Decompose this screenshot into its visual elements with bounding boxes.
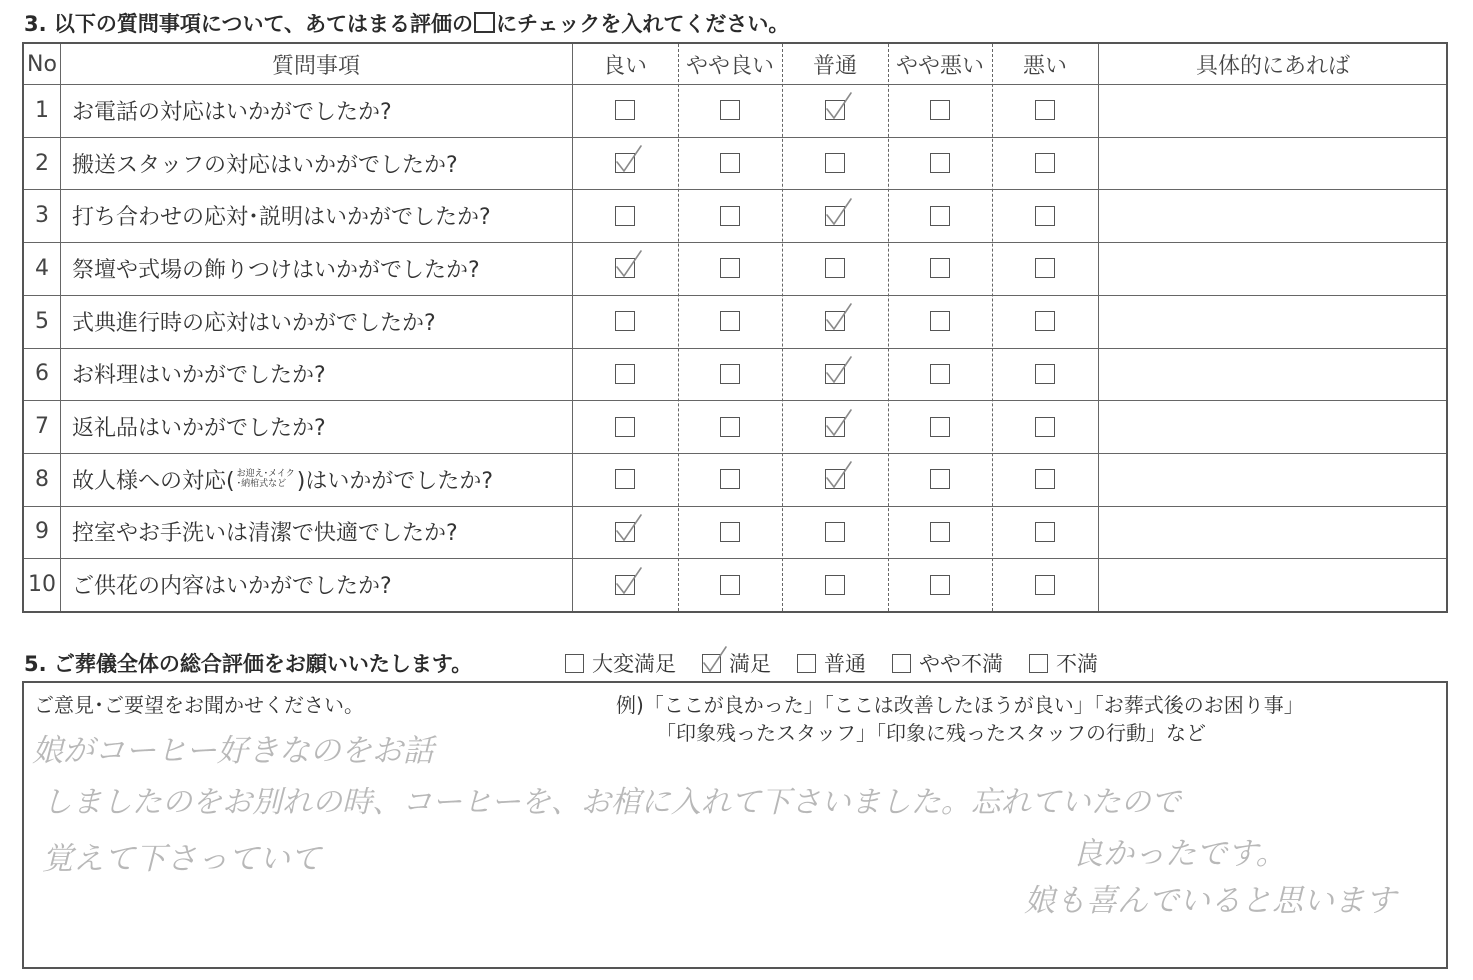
comment-example-line1: 例)「ここが良かった」「ここは改善したほうが良い」「お葬式後のお困り事」: [616, 693, 1304, 717]
checkbox-bad[interactable]: [1035, 417, 1055, 437]
overall-option-checkbox[interactable]: [565, 654, 584, 673]
rating-cell-bad: [992, 137, 1098, 190]
checkbox-fairly-good[interactable]: [720, 153, 740, 173]
rating-cell-bad: [992, 400, 1098, 453]
section3-title-post: にチェックを入れてください。: [496, 12, 790, 36]
checkbox-average[interactable]: [825, 153, 845, 173]
rating-cell-fairly-good: [678, 453, 782, 506]
checkmark-icon: [613, 140, 645, 176]
question-number: 8: [35, 466, 49, 492]
question-text: 祭壇や式場の飾りつけはいかがでしたか?: [72, 257, 480, 283]
rating-cell-fairly-bad: [888, 137, 992, 190]
handwritten-line-1: 娘がコーヒー好きなのをお話: [32, 733, 434, 769]
checkbox-fairly-bad[interactable]: [930, 258, 950, 278]
rating-cell-average: [782, 295, 888, 348]
rating-cell-good: [572, 189, 678, 242]
checkmark-icon: [823, 456, 855, 492]
rating-cell-good: [572, 84, 678, 137]
checkbox-bad[interactable]: [1035, 258, 1055, 278]
rating-cell-good: [572, 453, 678, 506]
comment-cell[interactable]: [1098, 84, 1448, 137]
overall-option-checkbox[interactable]: [702, 654, 721, 673]
handwritten-line-3: 覚えて下さっていて: [42, 841, 321, 877]
rating-cell-good: [572, 137, 678, 190]
comment-cell[interactable]: [1098, 348, 1448, 401]
rating-cell-fairly-bad: [888, 558, 992, 611]
column-divider: [572, 44, 573, 611]
rating-cell-bad: [992, 295, 1098, 348]
header-rating-fairly-good: やや良い: [685, 53, 774, 79]
question-text: 打ち合わせの応対･説明はいかがでしたか?: [72, 205, 491, 231]
handwritten-line-2: しましたのをお別れの時、コーヒーを、お棺に入れて下さいました。忘れていたので: [42, 785, 1181, 820]
question-number: 10: [28, 572, 56, 598]
question-number: 1: [35, 97, 49, 123]
column-divider-dashed: [888, 44, 889, 611]
comment-box: [22, 681, 1448, 969]
question-text: 式典進行時の応対はいかがでしたか?: [72, 310, 436, 336]
header-comments: 具体的にあれば: [1195, 53, 1350, 79]
rating-cell-fairly-bad: [888, 453, 992, 506]
question-text: 控室やお手洗いは清潔で快適でしたか?: [72, 521, 458, 547]
rating-cell-fairly-good: [678, 558, 782, 611]
checkbox-fairly-good[interactable]: [720, 417, 740, 437]
checkbox-fairly-bad[interactable]: [930, 206, 950, 226]
rating-cell-average: [782, 558, 888, 611]
question-note-top: お迎え･メイク: [236, 469, 295, 480]
rating-cell-good: [572, 558, 678, 611]
checkbox-good[interactable]: [615, 100, 635, 120]
rating-cell-good: [572, 348, 678, 401]
checkbox-average[interactable]: [825, 417, 845, 437]
checkbox-fairly-good[interactable]: [720, 575, 740, 595]
rating-cell-bad: [992, 453, 1098, 506]
checkmark-icon: [823, 404, 855, 440]
overall-option[interactable]: [1029, 648, 1098, 678]
checkbox-fairly-good[interactable]: [720, 100, 740, 120]
question-text: 返礼品はいかがでしたか?: [72, 416, 326, 442]
comment-cell[interactable]: [1098, 400, 1448, 453]
question-number: 5: [35, 308, 49, 334]
rating-cell-fairly-good: [678, 84, 782, 137]
column-divider-dashed: [992, 44, 993, 611]
question-number: 2: [35, 150, 49, 176]
checkmark-icon: [823, 87, 855, 123]
rating-cell-bad: [992, 506, 1098, 559]
checkbox-bad[interactable]: [1035, 364, 1055, 384]
rating-cell-fairly-bad: [888, 295, 992, 348]
checkbox-average[interactable]: [825, 206, 845, 226]
rating-cell-fairly-bad: [888, 506, 992, 559]
question-text-post: )はいかがでしたか?: [296, 468, 493, 494]
checkmark-icon: [613, 245, 645, 281]
checkbox-good[interactable]: [615, 522, 635, 542]
comment-cell[interactable]: [1098, 242, 1448, 295]
checkbox-fairly-good[interactable]: [720, 364, 740, 384]
rating-cell-average: [782, 84, 888, 137]
rating-cell-bad: [992, 558, 1098, 611]
overall-option-label: やや不満: [919, 652, 1003, 676]
checkmark-icon: [700, 641, 730, 675]
checkbox-bad[interactable]: [1035, 575, 1055, 595]
question-number: 7: [35, 414, 49, 440]
overall-rating-options: [565, 648, 1098, 678]
rating-cell-good: [572, 242, 678, 295]
rating-cell-fairly-bad: [888, 84, 992, 137]
header-rating-average: 普通: [812, 53, 857, 79]
survey-table: [22, 42, 1448, 613]
checkmark-icon: [823, 351, 855, 387]
rating-cell-average: [782, 506, 888, 559]
question-text: お電話の対応はいかがでしたか?: [72, 99, 392, 125]
overall-option-label: 大変満足: [592, 652, 676, 676]
checkbox-bad[interactable]: [1035, 206, 1055, 226]
question-text: お料理はいかがでしたか?: [72, 363, 326, 389]
rating-cell-fairly-good: [678, 189, 782, 242]
checkbox-fairly-good[interactable]: [720, 311, 740, 331]
checkbox-good[interactable]: [615, 206, 635, 226]
rating-cell-fairly-good: [678, 295, 782, 348]
overall-option-checkbox[interactable]: [1029, 654, 1048, 673]
comment-cell[interactable]: [1098, 453, 1448, 506]
rating-cell-fairly-bad: [888, 242, 992, 295]
rating-cell-fairly-good: [678, 400, 782, 453]
checkmark-icon: [823, 298, 855, 334]
checkbox-good[interactable]: [615, 469, 635, 489]
checkbox-average[interactable]: [825, 258, 845, 278]
rating-cell-average: [782, 453, 888, 506]
rating-cell-bad: [992, 348, 1098, 401]
header-rating-bad: 悪い: [1022, 53, 1067, 79]
overall-option[interactable]: [565, 648, 676, 678]
question-note: [237, 469, 295, 489]
question-text: 搬送スタッフの対応はいかがでしたか?: [72, 152, 458, 178]
rating-cell-fairly-good: [678, 242, 782, 295]
rating-cell-fairly-bad: [888, 189, 992, 242]
overall-option-checkbox[interactable]: [797, 654, 816, 673]
checkbox-fairly-bad[interactable]: [930, 311, 950, 331]
rating-cell-good: [572, 400, 678, 453]
checkbox-fairly-good[interactable]: [720, 258, 740, 278]
checkbox-good[interactable]: [615, 258, 635, 278]
checkbox-average[interactable]: [825, 469, 845, 489]
checkbox-fairly-good[interactable]: [720, 469, 740, 489]
checkbox-fairly-bad[interactable]: [930, 153, 950, 173]
comment-label: ご意見･ご要望をお聞かせください。: [34, 693, 364, 717]
checkbox-good[interactable]: [615, 364, 635, 384]
overall-option-label: 普通: [824, 652, 866, 676]
column-divider-dashed: [678, 44, 679, 611]
question-note-bottom: ･納棺式など: [236, 479, 287, 490]
checkbox-fairly-good[interactable]: [720, 522, 740, 542]
checkbox-fairly-bad[interactable]: [930, 100, 950, 120]
checkbox-bad[interactable]: [1035, 311, 1055, 331]
checkbox-average[interactable]: [825, 522, 845, 542]
checkbox-fairly-bad[interactable]: [930, 469, 950, 489]
checkbox-fairly-bad[interactable]: [930, 522, 950, 542]
checkbox-bad[interactable]: [1035, 153, 1055, 173]
checkbox-fairly-bad[interactable]: [930, 575, 950, 595]
rating-cell-fairly-bad: [888, 400, 992, 453]
checkbox-good[interactable]: [615, 575, 635, 595]
rating-cell-average: [782, 137, 888, 190]
section5-title: 5. ご葬儀全体の総合評価をお願いいたします。: [24, 652, 473, 676]
checkbox-fairly-bad[interactable]: [930, 417, 950, 437]
header-question: 質問事項: [271, 53, 360, 79]
checkbox-good[interactable]: [615, 417, 635, 437]
checkbox-symbol-icon: [474, 12, 495, 33]
overall-option[interactable]: [892, 648, 1003, 678]
question-number: 6: [35, 361, 49, 387]
question-number: 9: [35, 519, 49, 545]
question-text-pre: 故人様への対応(: [72, 468, 235, 494]
header-rating-fairly-bad: やや悪い: [895, 53, 984, 79]
overall-option-label: 不満: [1056, 652, 1098, 676]
rating-cell-good: [572, 506, 678, 559]
overall-option[interactable]: [702, 648, 771, 678]
comment-cell[interactable]: [1098, 295, 1448, 348]
comment-cell[interactable]: [1098, 506, 1448, 559]
checkbox-average[interactable]: [825, 100, 845, 120]
checkbox-average[interactable]: [825, 575, 845, 595]
checkmark-icon: [823, 193, 855, 229]
rating-cell-average: [782, 400, 888, 453]
handwritten-line-4: 良かったです。: [1072, 836, 1287, 872]
header-rating-good: 良い: [602, 53, 647, 79]
rating-cell-fairly-bad: [888, 348, 992, 401]
rating-cell-fairly-good: [678, 348, 782, 401]
header-no: No: [27, 51, 57, 77]
overall-option-label: 満足: [729, 652, 771, 676]
checkbox-bad[interactable]: [1035, 469, 1055, 489]
column-divider: [1098, 44, 1099, 611]
checkbox-bad[interactable]: [1035, 100, 1055, 120]
checkbox-bad[interactable]: [1035, 522, 1055, 542]
checkbox-fairly-bad[interactable]: [930, 364, 950, 384]
handwritten-line-5: 娘も喜んでいると思います: [1024, 883, 1396, 919]
checkbox-fairly-good[interactable]: [720, 206, 740, 226]
comment-cell[interactable]: [1098, 189, 1448, 242]
checkmark-icon: [613, 509, 645, 545]
overall-option-checkbox[interactable]: [892, 654, 911, 673]
question-text: [60, 453, 572, 506]
checkbox-good[interactable]: [615, 311, 635, 331]
checkbox-average[interactable]: [825, 364, 845, 384]
column-divider: [60, 44, 61, 611]
rating-cell-fairly-good: [678, 506, 782, 559]
comment-cell[interactable]: [1098, 558, 1448, 611]
rating-cell-average: [782, 242, 888, 295]
comment-cell[interactable]: [1098, 137, 1448, 190]
checkbox-good[interactable]: [615, 153, 635, 173]
rating-cell-average: [782, 189, 888, 242]
question-text: ご供花の内容はいかがでしたか?: [72, 574, 392, 600]
checkbox-average[interactable]: [825, 311, 845, 331]
rating-cell-bad: [992, 242, 1098, 295]
question-number: 3: [35, 203, 49, 229]
section3-title: [24, 8, 789, 38]
column-divider-dashed: [782, 44, 783, 611]
rating-cell-average: [782, 348, 888, 401]
section3-title-pre: 3. 以下の質問事項について、あてはまる評価の: [24, 12, 474, 36]
overall-option[interactable]: [797, 648, 866, 678]
rating-cell-bad: [992, 189, 1098, 242]
comment-example-line2: 「印象残ったスタッフ」「印象に残ったスタッフの行動」など: [656, 721, 1206, 745]
checkmark-icon: [613, 562, 645, 598]
rating-cell-bad: [992, 84, 1098, 137]
question-number: 4: [35, 255, 49, 281]
rating-cell-good: [572, 295, 678, 348]
rating-cell-fairly-good: [678, 137, 782, 190]
